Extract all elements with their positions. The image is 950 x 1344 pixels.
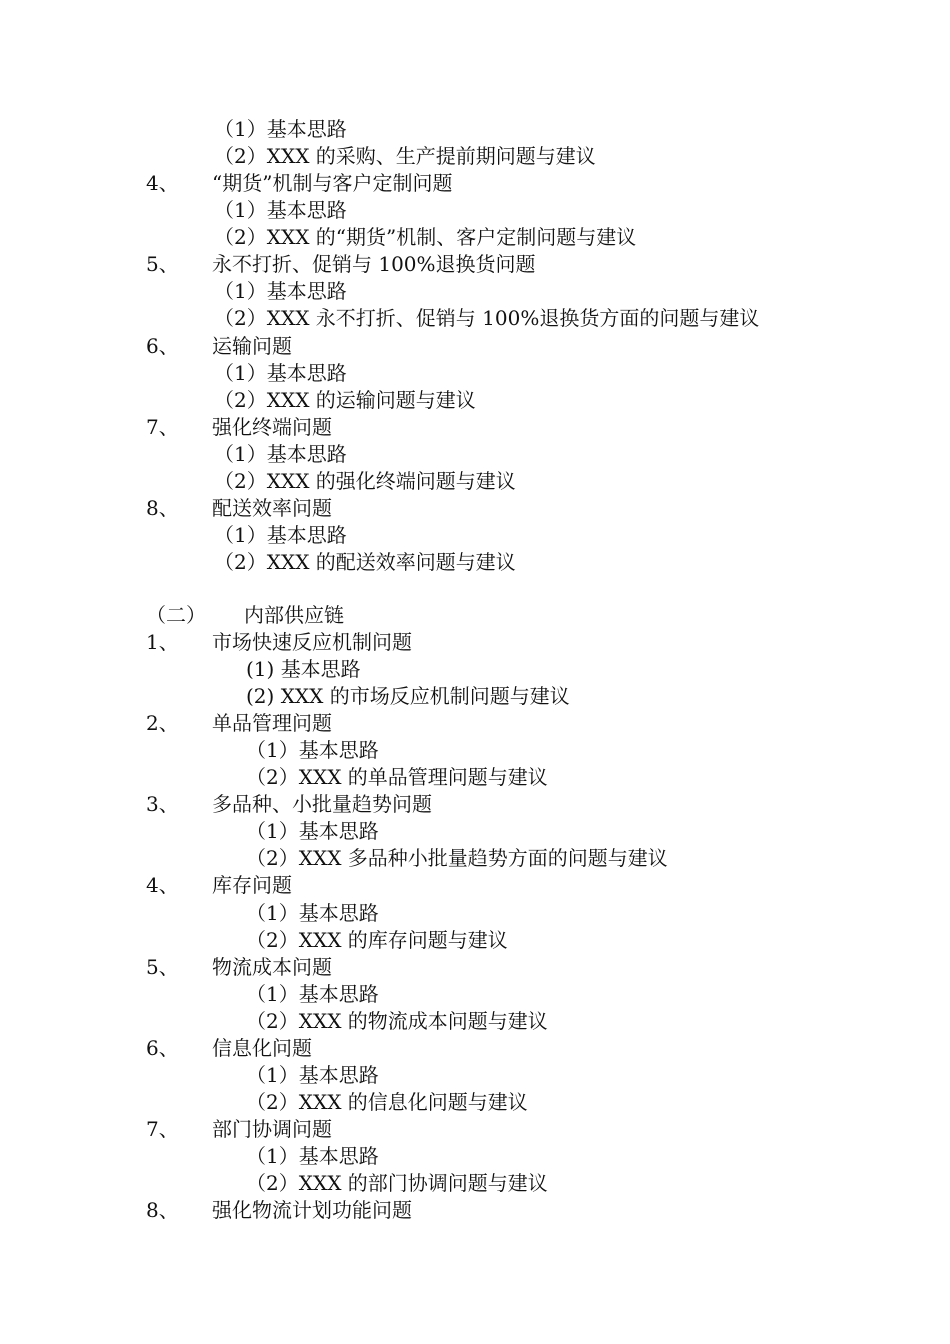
item-title: 部门协调问题 <box>212 1117 332 1141</box>
external-item5-sub2: （2）XXX 永不打折、促销与 100%退换货方面的问题与建议 <box>214 306 760 330</box>
external-item5-heading <box>146 251 846 278</box>
internal-item6-heading <box>146 1035 846 1062</box>
item-title: 配送效率问题 <box>212 496 332 520</box>
internal-item7-sub2: （2）XXX 的部门协调问题与建议 <box>246 1171 548 1195</box>
external-item4-sub1: （1）基本思路 <box>214 198 347 222</box>
internal-item1-sub1: (1) 基本思路 <box>246 657 361 681</box>
item-title: 信息化问题 <box>212 1036 312 1060</box>
internal-item3-heading <box>146 791 846 818</box>
section-number: （二） <box>146 603 206 627</box>
internal-item7-heading <box>146 1116 846 1143</box>
external-item5-sub1: （1）基本思路 <box>214 279 347 303</box>
external-item3-sub2: （2）XXX 的采购、生产提前期问题与建议 <box>214 144 596 168</box>
internal-item4-sub2: （2）XXX 的库存问题与建议 <box>246 928 508 952</box>
external-item4-sub2: （2）XXX 的“期货”机制、客户定制问题与建议 <box>214 225 637 249</box>
item-title: 市场快速反应机制问题 <box>212 630 412 654</box>
external-item8-sub1: （1）基本思路 <box>214 523 347 547</box>
item-number: 5、 <box>146 252 179 276</box>
internal-item2-heading <box>146 710 846 737</box>
internal-section-heading <box>146 602 846 629</box>
external-item6-heading <box>146 333 846 360</box>
internal-item1-sub2: (2) XXX 的市场反应机制问题与建议 <box>246 684 570 708</box>
internal-item3-sub2: （2）XXX 多品种小批量趋势方面的问题与建议 <box>246 846 668 870</box>
item-title: 永不打折、促销与 100%退换货问题 <box>212 252 536 276</box>
external-item7-sub1: （1）基本思路 <box>214 442 347 466</box>
item-number: 1、 <box>146 630 179 654</box>
internal-item4-heading <box>146 872 846 899</box>
item-title: “期货”机制与客户定制问题 <box>212 171 453 195</box>
internal-item6-sub2: （2）XXX 的信息化问题与建议 <box>246 1090 528 1114</box>
external-item4-heading <box>146 170 846 197</box>
item-number: 8、 <box>146 496 179 520</box>
item-title: 物流成本问题 <box>212 955 332 979</box>
external-item6-sub1: （1）基本思路 <box>214 361 347 385</box>
internal-item8-heading <box>146 1197 846 1224</box>
internal-item2-sub1: （1）基本思路 <box>246 738 379 762</box>
external-item7-heading <box>146 414 846 441</box>
internal-item1-heading <box>146 629 846 656</box>
internal-item2-sub2: （2）XXX 的单品管理问题与建议 <box>246 765 548 789</box>
item-number: 6、 <box>146 334 179 358</box>
item-number: 3、 <box>146 792 179 816</box>
item-number: 4、 <box>146 171 179 195</box>
external-item8-heading <box>146 495 846 522</box>
item-number: 7、 <box>146 415 179 439</box>
internal-item5-heading <box>146 954 846 981</box>
internal-item3-sub1: （1）基本思路 <box>246 819 379 843</box>
item-number: 8、 <box>146 1198 179 1222</box>
item-number: 6、 <box>146 1036 179 1060</box>
item-title: 单品管理问题 <box>212 711 332 735</box>
external-item7-sub2: （2）XXX 的强化终端问题与建议 <box>214 469 516 493</box>
section-title: 内部供应链 <box>244 603 344 627</box>
internal-item5-sub1: （1）基本思路 <box>246 982 379 1006</box>
item-title: 强化终端问题 <box>212 415 332 439</box>
external-item6-sub2: （2）XXX 的运输问题与建议 <box>214 388 476 412</box>
internal-item4-sub1: （1）基本思路 <box>246 901 379 925</box>
item-title: 强化物流计划功能问题 <box>212 1198 412 1222</box>
item-title: 多品种、小批量趋势问题 <box>212 792 432 816</box>
internal-item5-sub2: （2）XXX 的物流成本问题与建议 <box>246 1009 548 1033</box>
item-number: 5、 <box>146 955 179 979</box>
external-item3-sub1: （1）基本思路 <box>214 117 347 141</box>
item-title: 库存问题 <box>212 873 292 897</box>
external-item8-sub2: （2）XXX 的配送效率问题与建议 <box>214 550 516 574</box>
item-number: 4、 <box>146 873 179 897</box>
item-number: 2、 <box>146 711 179 735</box>
item-title: 运输问题 <box>212 334 292 358</box>
internal-item6-sub1: （1）基本思路 <box>246 1063 379 1087</box>
item-number: 7、 <box>146 1117 179 1141</box>
internal-item7-sub1: （1）基本思路 <box>246 1144 379 1168</box>
